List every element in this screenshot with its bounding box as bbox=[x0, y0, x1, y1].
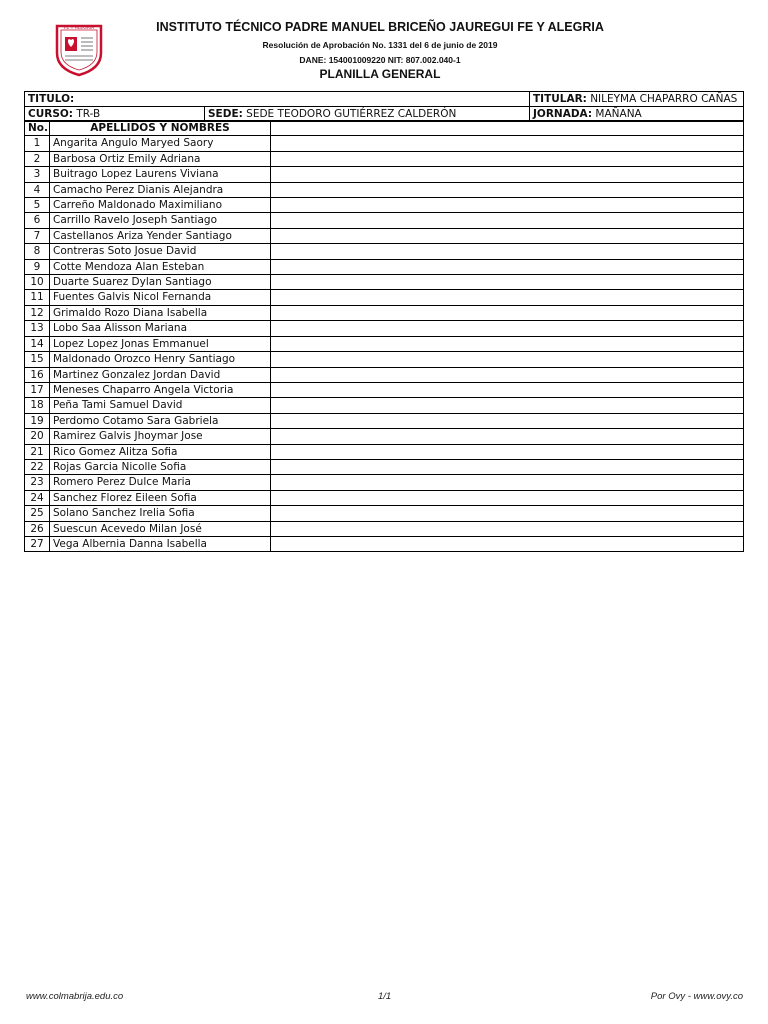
table-row bbox=[25, 429, 744, 444]
jornada-label: JORNADA: bbox=[533, 108, 593, 120]
student-name: Fuentes Galvis Nicol Fernanda bbox=[50, 290, 271, 305]
student-name: Angarita Angulo Maryed Saory bbox=[50, 136, 271, 151]
student-number: 14 bbox=[25, 336, 50, 351]
student-name: Solano Sanchez Irelia Sofia bbox=[50, 506, 271, 521]
student-number: 3 bbox=[25, 167, 50, 182]
student-name: Camacho Perez Dianis Alejandra bbox=[50, 182, 271, 197]
student-number: 23 bbox=[25, 475, 50, 490]
table-row bbox=[25, 305, 744, 320]
student-number: 18 bbox=[25, 398, 50, 413]
student-name: Barbosa Ortiz Emily Adriana bbox=[50, 151, 271, 166]
student-number: 25 bbox=[25, 506, 50, 521]
blank-cell bbox=[271, 167, 744, 182]
table-row bbox=[25, 336, 744, 351]
student-name: Romero Perez Dulce Maria bbox=[50, 475, 271, 490]
student-number: 1 bbox=[25, 136, 50, 151]
table-row bbox=[25, 167, 744, 182]
student-number: 9 bbox=[25, 259, 50, 274]
student-number: 5 bbox=[25, 198, 50, 213]
blank-cell bbox=[271, 336, 744, 351]
student-number: 4 bbox=[25, 182, 50, 197]
blank-cell bbox=[271, 459, 744, 474]
student-name: Sanchez Florez Eileen Sofia bbox=[50, 490, 271, 505]
document-title: PLANILLA GENERAL bbox=[319, 67, 441, 81]
table-row bbox=[25, 521, 744, 536]
jornada-value: MAÑANA bbox=[595, 108, 642, 120]
student-name: Rojas Garcia Nicolle Sofia bbox=[50, 459, 271, 474]
blank-cell bbox=[271, 259, 744, 274]
blank-cell bbox=[271, 367, 744, 382]
student-name: Carreño Maldonado Maximiliano bbox=[50, 198, 271, 213]
student-name: Lobo Saa Alisson Mariana bbox=[50, 321, 271, 336]
titulo-label: TITULO: bbox=[28, 93, 75, 105]
student-number: 27 bbox=[25, 536, 50, 551]
school-name: INSTITUTO TÉCNICO PADRE MANUEL BRICEÑO JAUREGUI FE Y ALEGRIA bbox=[156, 20, 604, 34]
blank-cell bbox=[271, 151, 744, 166]
blank-cell bbox=[271, 521, 744, 536]
student-name: Martinez Gonzalez Jordan David bbox=[50, 367, 271, 382]
roster-table bbox=[24, 120, 744, 552]
blank-cell bbox=[271, 490, 744, 505]
student-name: Rico Gomez Alitza Sofia bbox=[50, 444, 271, 459]
curso-value: TR-B bbox=[76, 108, 101, 120]
table-row bbox=[25, 444, 744, 459]
svg-text:FE Y ALEGRIA: FE Y ALEGRIA bbox=[63, 26, 95, 31]
blank-cell bbox=[271, 182, 744, 197]
student-name: Castellanos Ariza Yender Santiago bbox=[50, 228, 271, 243]
table-row bbox=[25, 413, 744, 428]
student-number: 15 bbox=[25, 352, 50, 367]
student-name: Contreras Soto Josue David bbox=[50, 244, 271, 259]
student-number: 12 bbox=[25, 305, 50, 320]
blank-cell bbox=[271, 213, 744, 228]
student-number: 7 bbox=[25, 228, 50, 243]
student-name: Maldonado Orozco Henry Santiago bbox=[50, 352, 271, 367]
titular-label: TITULAR: bbox=[533, 93, 587, 105]
student-name: Meneses Chaparro Angela Victoria bbox=[50, 382, 271, 397]
col-blank-header bbox=[271, 121, 744, 136]
table-row bbox=[25, 198, 744, 213]
table-row bbox=[25, 244, 744, 259]
blank-cell bbox=[271, 321, 744, 336]
dane-nit-text: DANE: 154001009220 NIT: 807.002.040-1 bbox=[299, 55, 461, 65]
blank-cell bbox=[271, 398, 744, 413]
roster-header-row bbox=[25, 121, 744, 136]
blank-cell bbox=[271, 136, 744, 151]
blank-cell bbox=[271, 275, 744, 290]
student-number: 6 bbox=[25, 213, 50, 228]
table-row bbox=[25, 506, 744, 521]
table-row bbox=[25, 382, 744, 397]
student-number: 20 bbox=[25, 429, 50, 444]
student-name: Grimaldo Rozo Diana Isabella bbox=[50, 305, 271, 320]
table-row bbox=[25, 475, 744, 490]
table-row bbox=[25, 536, 744, 551]
table-row bbox=[25, 352, 744, 367]
sede-label: SEDE: bbox=[208, 108, 243, 120]
student-number: 8 bbox=[25, 244, 50, 259]
table-row bbox=[25, 459, 744, 474]
student-number: 22 bbox=[25, 459, 50, 474]
titulo-cell bbox=[25, 92, 530, 107]
student-name: Cotte Mendoza Alan Esteban bbox=[50, 259, 271, 274]
student-number: 11 bbox=[25, 290, 50, 305]
table-row bbox=[25, 398, 744, 413]
titular-value: NILEYMA CHAPARRO CAÑAS bbox=[590, 93, 738, 105]
blank-cell bbox=[271, 444, 744, 459]
student-name: Carrillo Ravelo Joseph Santiago bbox=[50, 213, 271, 228]
roster-body bbox=[25, 136, 744, 552]
titular-cell bbox=[530, 92, 744, 107]
table-row bbox=[25, 290, 744, 305]
student-name: Lopez Lopez Jonas Emmanuel bbox=[50, 336, 271, 351]
col-name-header: APELLIDOS Y NOMBRES bbox=[50, 121, 271, 136]
resolution-text: Resolución de Aprobación No. 1331 del 6 de junio de 2019 bbox=[262, 40, 498, 50]
student-number: 21 bbox=[25, 444, 50, 459]
blank-cell bbox=[271, 198, 744, 213]
table-row bbox=[25, 228, 744, 243]
table-row bbox=[25, 182, 744, 197]
student-name: Peña Tami Samuel David bbox=[50, 398, 271, 413]
table-row bbox=[25, 367, 744, 382]
footer-credit: Por Ovy - www.ovy.co bbox=[650, 991, 743, 1002]
table-row bbox=[25, 275, 744, 290]
blank-cell bbox=[271, 228, 744, 243]
curso-label: CURSO: bbox=[28, 108, 74, 120]
blank-cell bbox=[271, 475, 744, 490]
student-name: Buitrago Lopez Laurens Viviana bbox=[50, 167, 271, 182]
table-row bbox=[25, 321, 744, 336]
footer-page-number: 1/1 bbox=[378, 991, 392, 1002]
student-name: Suescun Acevedo Milan José bbox=[50, 521, 271, 536]
student-number: 2 bbox=[25, 151, 50, 166]
student-number: 24 bbox=[25, 490, 50, 505]
student-name: Ramirez Galvis Jhoymar Jose bbox=[50, 429, 271, 444]
student-number: 26 bbox=[25, 521, 50, 536]
blank-cell bbox=[271, 413, 744, 428]
student-number: 10 bbox=[25, 275, 50, 290]
student-name: Duarte Suarez Dylan Santiago bbox=[50, 275, 271, 290]
blank-cell bbox=[271, 429, 744, 444]
blank-cell bbox=[271, 382, 744, 397]
blank-cell bbox=[271, 536, 744, 551]
meta-table bbox=[24, 91, 744, 122]
col-no-header: No. bbox=[25, 121, 50, 136]
student-number: 16 bbox=[25, 367, 50, 382]
table-row bbox=[25, 213, 744, 228]
blank-cell bbox=[271, 305, 744, 320]
footer-website: www.colmabrija.edu.co bbox=[26, 991, 124, 1002]
blank-cell bbox=[271, 352, 744, 367]
blank-cell bbox=[271, 290, 744, 305]
school-crest-icon bbox=[54, 21, 104, 77]
table-row bbox=[25, 136, 744, 151]
sede-value: SEDE TEODORO GUTIÉRREZ CALDERÓN bbox=[246, 108, 457, 120]
student-name: Vega Albernia Danna Isabella bbox=[50, 536, 271, 551]
student-number: 17 bbox=[25, 382, 50, 397]
blank-cell bbox=[271, 506, 744, 521]
student-name: Perdomo Cotamo Sara Gabriela bbox=[50, 413, 271, 428]
table-row bbox=[25, 490, 744, 505]
blank-cell bbox=[271, 244, 744, 259]
table-row bbox=[25, 259, 744, 274]
student-number: 13 bbox=[25, 321, 50, 336]
table-row bbox=[25, 151, 744, 166]
student-number: 19 bbox=[25, 413, 50, 428]
